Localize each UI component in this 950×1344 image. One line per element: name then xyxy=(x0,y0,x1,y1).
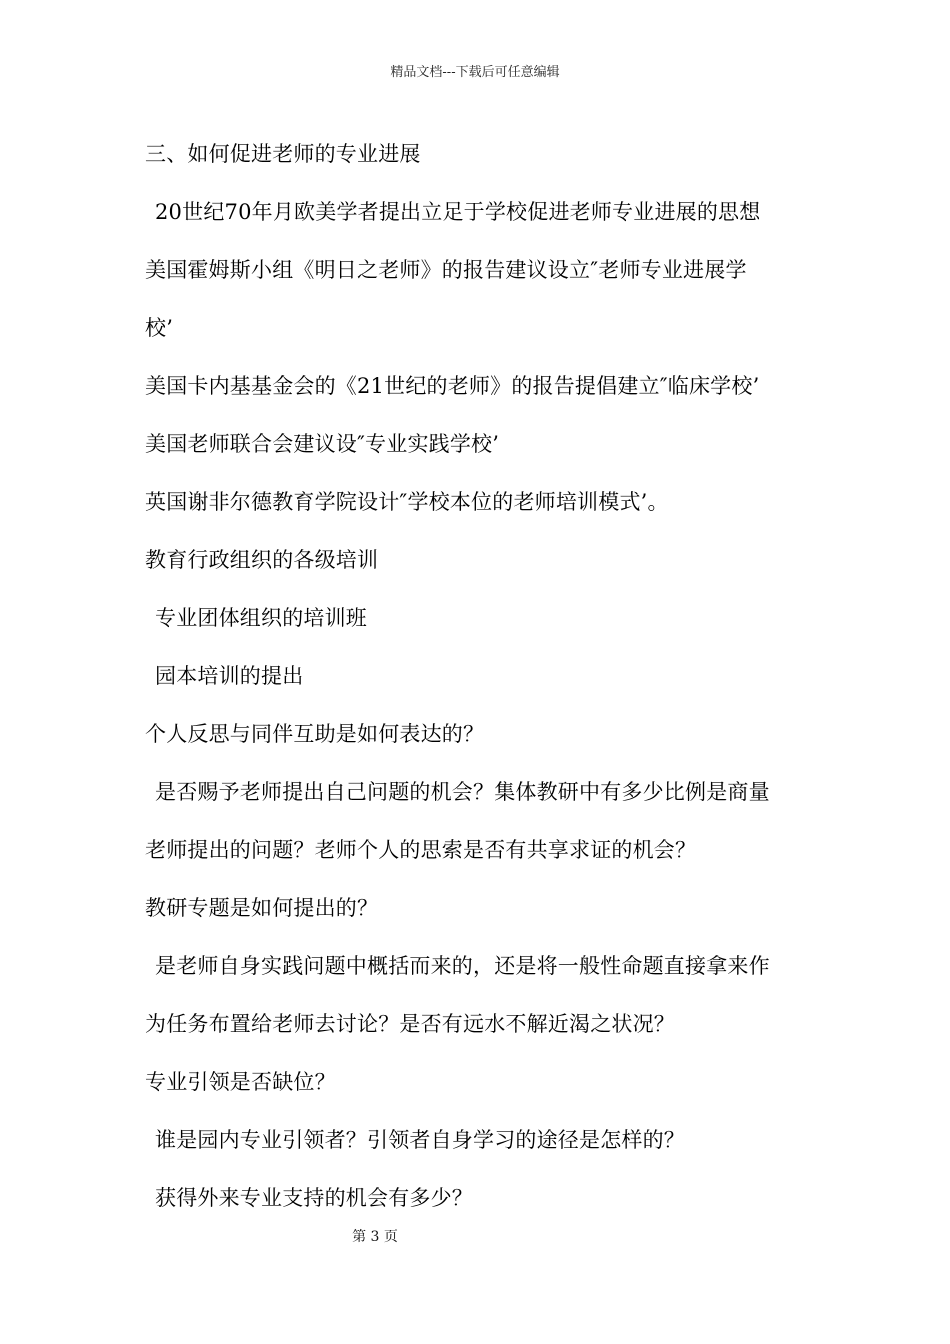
paragraph-line: 校’ xyxy=(145,316,174,340)
paragraph-line: 获得外来专业支持的机会有多少？ xyxy=(155,1186,473,1210)
paragraph-line: 为任务布置给老师去讨论？是否有远水不解近渴之状况？ xyxy=(145,1012,675,1036)
paragraph-line: 谁是园内专业引领者？引领者自身学习的途径是怎样的？ xyxy=(155,1128,685,1152)
paragraph-line: 教育行政组织的各级培训 xyxy=(145,548,379,572)
paragraph-line: 园本培训的提出 xyxy=(155,664,304,688)
paragraph-line: 美国卡内基基金会的《21世纪的老师》的报告提倡建立″临床学校’ xyxy=(145,374,760,398)
page-number: 第 3 页 xyxy=(352,1229,398,1245)
section-heading: 三、如何促进老师的专业进展 xyxy=(145,142,421,166)
paragraph-line: 老师提出的问题？老师个人的思索是否有共享求证的机会？ xyxy=(145,838,697,862)
paragraph-line: 专业团体组织的培训班 xyxy=(155,606,367,630)
question-heading: 专业引领是否缺位？ xyxy=(145,1070,336,1094)
question-heading: 教研专题是如何提出的？ xyxy=(145,896,379,920)
question-heading: 个人反思与同伴互助是如何表达的？ xyxy=(145,722,485,746)
paragraph-line: 20世纪70年月欧美学者提出立足于学校促进老师专业进展的思想 xyxy=(155,200,761,224)
paragraph-line: 美国老师联合会建议设″专业实践学校’ xyxy=(145,432,500,456)
paragraph-line: 是否赐予老师提出自己问题的机会？集体教研中有多少比例是商量 xyxy=(155,780,770,804)
paragraph-line: 英国谢非尔德教育学院设计″学校本位的老师培训模式’。 xyxy=(145,490,669,514)
document-body xyxy=(145,125,815,1227)
page-header: 精品文档---下载后可任意编辑 xyxy=(390,65,560,80)
paragraph-line: 美国霍姆斯小组《明日之老师》的报告建议设立″老师专业进展学 xyxy=(145,258,747,282)
paragraph-line: 是老师自身实践问题中概括而来的，还是将一般性命题直接拿来作 xyxy=(155,954,770,978)
